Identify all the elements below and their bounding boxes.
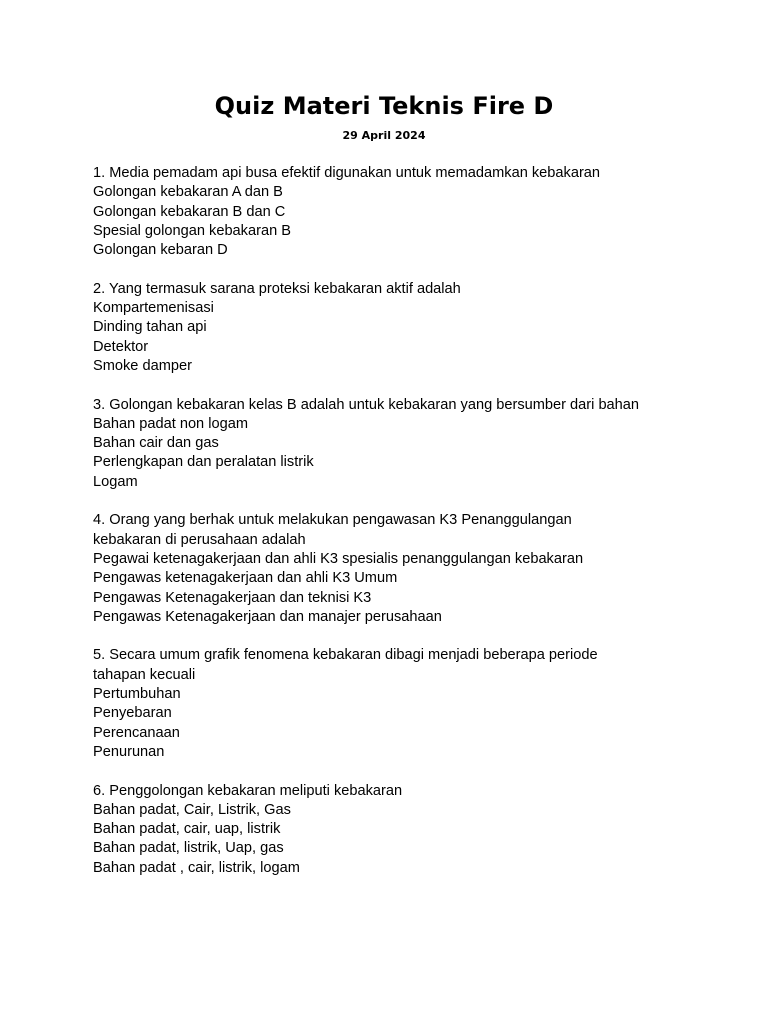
- document-title: Quiz Materi Teknis Fire D: [214, 92, 554, 120]
- question-5: [93, 646, 693, 762]
- document-date: 29 April 2024: [342, 129, 426, 142]
- answer-option: Bahan padat, cair, uap, listrik: [93, 821, 281, 838]
- question-2: [93, 280, 693, 376]
- answer-option: Penyebaran: [93, 705, 172, 722]
- question-number: 1.: [93, 165, 106, 181]
- question-number: 3.: [93, 396, 106, 413]
- question-prompt-line: Secara umum grafik fenomena kebakaran dibagi menjadi beberapa periode: [109, 647, 598, 664]
- answer-option: Pengawas Ketenagakerjaan dan teknisi K3: [93, 589, 372, 606]
- answer-option: Pertumbuhan: [93, 686, 181, 703]
- question-1: [93, 164, 693, 260]
- question-text: [93, 164, 693, 183]
- question-prompt: Media pemadam api busa efektif digunakan untuk memadamkan kebakaran: [109, 165, 601, 181]
- question-text: [93, 511, 693, 530]
- question-number: 5.: [93, 647, 106, 664]
- answer-option: Golongan kebakaran B dan C: [93, 203, 286, 220]
- answer-option: Pegawai ketenagakerjaan dan ahli K3 spesialis penanggulangan kebakaran: [93, 550, 584, 567]
- question-number: 6.: [93, 782, 106, 799]
- answer-option: Golongan kebakaran A dan B: [93, 184, 283, 201]
- question-prompt-line: kebakaran di perusahaan adalah: [93, 531, 306, 548]
- question-prompt-line: Orang yang berhak untuk melakukan pengawasan K3 Penanggulangan: [109, 512, 572, 529]
- question-prompt: Yang termasuk sarana proteksi kebakaran aktif adalah: [108, 280, 461, 297]
- answer-option: Bahan padat non logam: [93, 415, 248, 432]
- question-text: [93, 280, 693, 299]
- answer-option: Perlengkapan dan peralatan listrik: [93, 454, 314, 471]
- answer-option: Bahan padat , cair, listrik, logam: [93, 859, 300, 876]
- answer-option: Perencanaan: [93, 724, 180, 741]
- question-6: [93, 782, 693, 878]
- question-prompt: Golongan kebakaran kelas B adalah untuk kebakaran yang bersumber dari bahan: [109, 396, 640, 413]
- question-text: [93, 782, 693, 801]
- question-list: [93, 164, 693, 897]
- answer-option: Bahan padat, Cair, Listrik, Gas: [93, 801, 291, 818]
- question-prompt: Penggolongan kebakaran meliputi kebakaran: [109, 782, 403, 799]
- answer-option: Detektor: [93, 338, 149, 355]
- answer-option: Kompartemenisasi: [93, 300, 214, 317]
- question-number: 4.: [93, 512, 106, 529]
- question-prompt-line: tahapan kecuali: [93, 666, 196, 683]
- answer-option: Pengawas ketenagakerjaan dan ahli K3 Umum: [93, 570, 398, 587]
- answer-option: Golongan kebaran D: [93, 242, 228, 259]
- answer-option: Bahan padat, listrik, Uap, gas: [93, 840, 284, 857]
- answer-option: Logam: [93, 473, 138, 490]
- question-text: [93, 396, 693, 415]
- question-text: [93, 646, 693, 665]
- question-number: 2.: [93, 280, 106, 297]
- answer-option: Spesial golongan kebakaran B: [93, 222, 291, 239]
- answer-option: Penurunan: [93, 743, 165, 760]
- answer-option: Bahan cair dan gas: [93, 435, 219, 452]
- answer-option: Pengawas Ketenagakerjaan dan manajer perusahaan: [93, 608, 442, 625]
- question-3: [93, 396, 693, 492]
- question-4: [93, 511, 693, 627]
- answer-option: Smoke damper: [93, 357, 192, 374]
- answer-option: Dinding tahan api: [93, 319, 207, 336]
